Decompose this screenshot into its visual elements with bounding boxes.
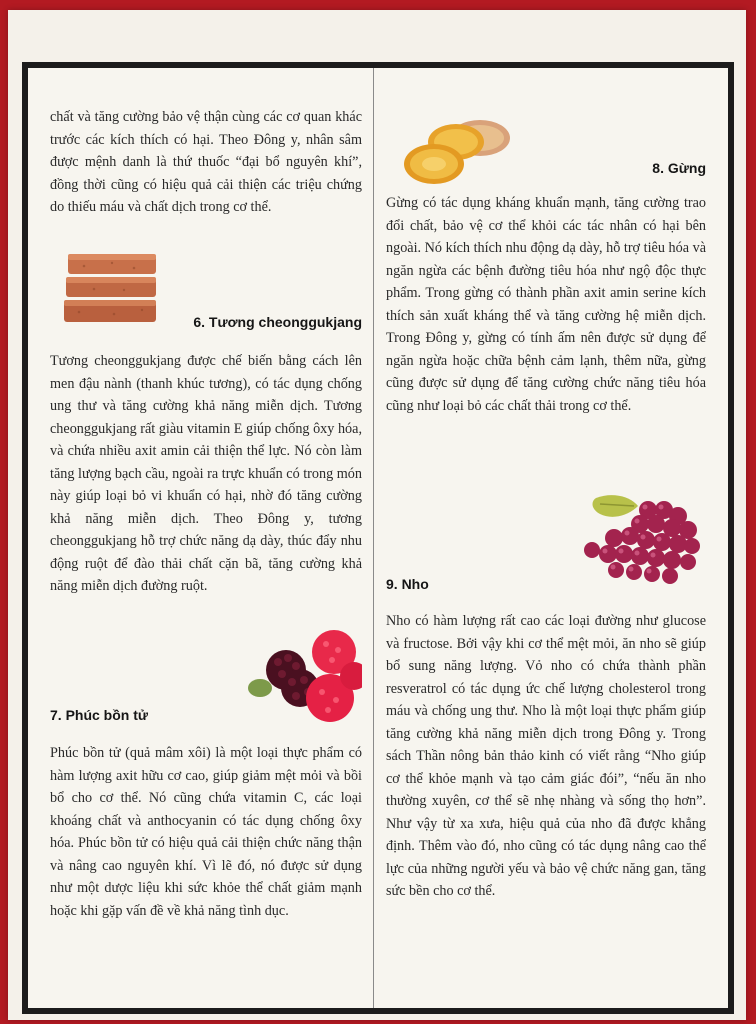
raspberry-blackberry-image [246, 630, 362, 722]
section-7-heading: 7. Phúc bồn tử [50, 707, 149, 723]
section-8-heading: 8. Gừng [652, 160, 706, 176]
section-8-body: Gừng có tác dụng kháng khuẩn mạnh, tăng cường trao đổi chất, bảo vệ cơ thể khỏi các tác nhân có hại bên ngoài. Nó kích thích nhu động dạ dày, hỗ trợ tiêu hóa và ngăn ngừa các bệnh đường tiêu hóa như ngộ độc thực phẩm. Trong gừng có thành phần axit amin serine kích thích sản xuất kháng thể và tăng cường hệ miễn dịch. Trong Đông y, gừng có tính ấm nên được sử dụng để ngăn ngừa hoặc chữa bệnh cảm lạnh, thêm nữa, gừng cũng được sử dụng để tăng cường chức năng tiêu hóa cũng như loại bỏ các chất thải trong cơ thể. [386, 195, 706, 414]
section-9-heading: 9. Nho [386, 576, 429, 592]
page-frame [22, 62, 734, 1014]
red-grapes-image [578, 492, 702, 588]
section-6-heading: 6. Tương cheonggukjang [193, 314, 362, 330]
section-7-body: Phúc bồn tử (quả mâm xôi) là một loại thực phẩm có hàm lượng axit hữu cơ cao, giúp giảm mệt mỏi và bồi bổ cho cơ thể. Nó cũng chứa vitamin C, các loại khoáng chất và anthocyanin có tác dụng chống ôxy hóa. Phúc bồn tử có hiệu quả cải thiện chức năng thận và nâng cao nguyên khí. Vì lẽ đó, nó được sử dụng như một dược liệu khi sức khỏe thể chất giảm mạnh hoặc khi gặp vấn đề về khả năng tình dục. [50, 745, 362, 919]
column-divider [373, 68, 374, 1008]
fermented-soybean-block-image [64, 250, 160, 326]
left-column [50, 68, 362, 1008]
ginger-slices-image [398, 112, 516, 188]
section-9-body: Nho có hàm lượng rất cao các loại đường như glucose và fructose. Bởi vậy khi cơ thể mệt mỏi, ăn nho sẽ giúp bổ sung năng lượng. Vỏ nho có chứa thành phần resveratrol có tác dụng ức chế lượng cholesterol trong máu và chống ung thư. Nho là một loại thực phẩm giúp tăng cường khả năng miễn dịch trong Đông y. Trong sách Thần nông bản thảo kinh có viết rằng “Nho giúp cơ thể khỏe mạnh và tạo cảm giác đói”, “nếu ăn nho thường xuyên, cơ thể sẽ nhẹ nhàng và sống thọ hơn”. Như vậy từ xa xưa, hiệu quả của nho đã được khẳng định. Thêm vào đó, nho cũng có tác dụng nâng cao thể lực của những người yếu và bảo vệ chức năng gan, tăng sức bền cho cơ thể. [386, 613, 706, 899]
right-column [386, 68, 706, 1008]
book-page [8, 10, 746, 1020]
section-6-body: Tương cheonggukjang được chế biến bằng cách lên men đậu nành (thanh khúc tương), có tác dụng chống ung thư và tăng cường khả năng miễn dịch. Tương cheonggukjang rất giàu vitamin E giúp chống ôxy hóa, và chứa nhiều axit amin cải thiện thể lực. Nó còn làm tăng lượng bạch cầu, ngoài ra trực khuẩn có trong món này giúp loại bỏ vi khuẩn có hại, nhờ đó tăng cường khả năng miễn dịch. Theo Đông y, tương cheonggukjang hỗ trợ chức năng dạ dày, thúc đẩy nhu động ruột để đào thải chất cặn bã, tăng cường khả năng miễn dịch đường ruột. [50, 353, 362, 594]
intro-paragraph: chất và tăng cường bảo vệ thận cùng các cơ quan khác trước các kích thích có hại. Theo Đông y, nhân sâm được mệnh danh là thứ thuốc “đại bổ nguyên khí”, đồng thời cũng có hiệu quả cải thiện các triệu chứng do thiếu máu và chất dịch trong cơ thể. [50, 109, 362, 215]
